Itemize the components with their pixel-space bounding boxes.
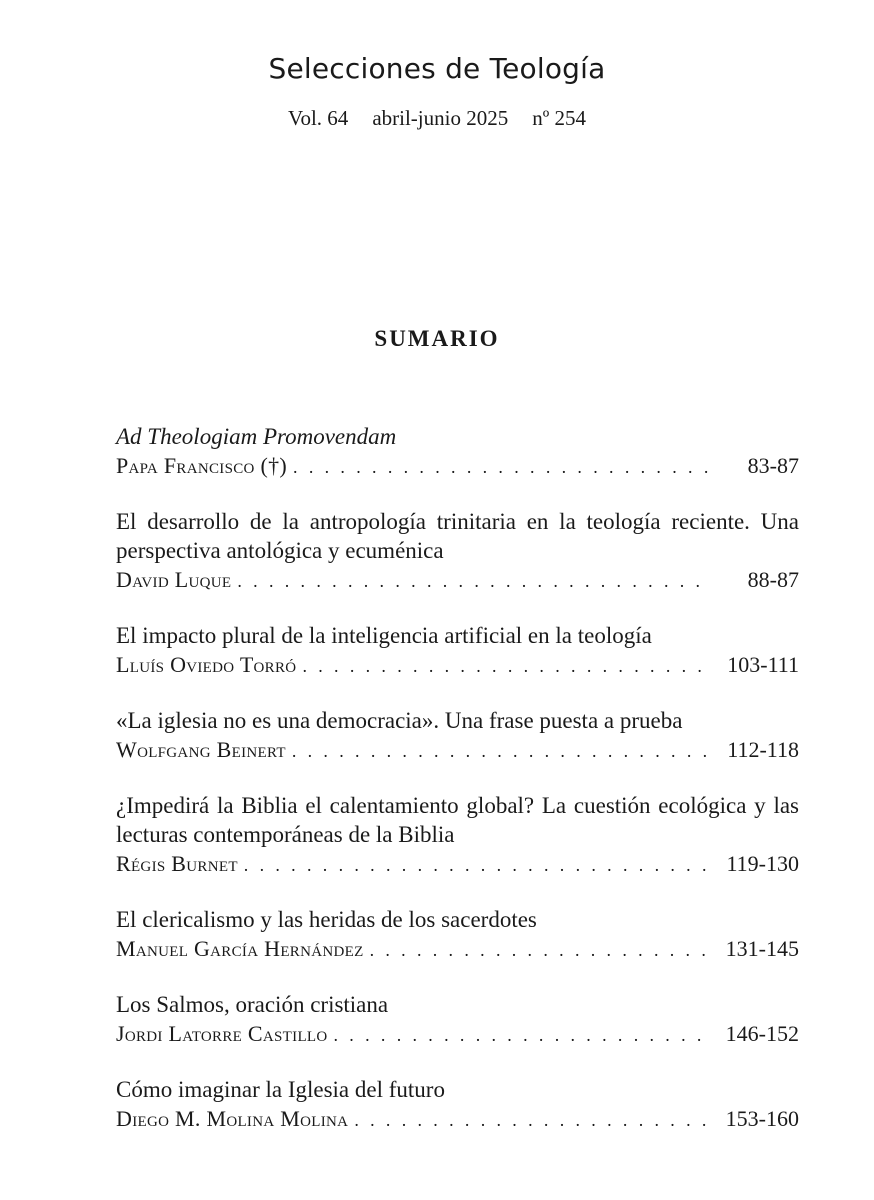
entry-pages: 112-118 xyxy=(727,737,799,762)
entry-title: Ad Theologiam Promovendam xyxy=(116,424,397,449)
entry-title: El desarrollo de la antropología trinitaria en la teología reciente. Una perspectiva antológica y ecuménica xyxy=(116,509,799,563)
entry-title: Los Salmos, oración cristiana xyxy=(116,992,389,1017)
table-of-contents xyxy=(116,422,799,1160)
author-line xyxy=(116,1019,799,1050)
toc-entry xyxy=(116,990,799,1050)
entry-title: «La iglesia no es una democracia». Una frase puesta a prueba xyxy=(116,708,683,733)
entry-author: Lluís Oviedo Torró xyxy=(116,652,297,677)
period-label: abril-junio 2025 xyxy=(372,106,509,130)
toc-entry xyxy=(116,706,799,766)
author-line xyxy=(116,565,799,596)
dot-leader xyxy=(237,567,711,596)
author-line xyxy=(116,735,799,766)
entry-pages: 153-160 xyxy=(725,1106,799,1131)
dot-leader xyxy=(292,737,711,766)
entry-pages: 146-152 xyxy=(725,1021,799,1046)
author-line xyxy=(116,650,799,681)
entry-author: Wolfgang Beinert xyxy=(116,737,286,762)
entry-author: Papa Francisco (†) xyxy=(116,453,288,478)
journal-title: Selecciones de Teología xyxy=(268,52,606,85)
toc-entry xyxy=(116,621,799,681)
entry-author: David Luque xyxy=(116,567,232,592)
volume-label: Vol. 64 xyxy=(288,106,349,130)
entry-pages: 83-87 xyxy=(747,453,799,478)
author-line xyxy=(116,1104,799,1135)
dot-leader xyxy=(370,936,711,965)
entry-author: Jordi Latorre Castillo xyxy=(116,1021,328,1046)
author-line xyxy=(116,849,799,880)
dot-leader xyxy=(293,453,711,482)
entry-title: ¿Impedirá la Biblia el calentamiento global? La cuestión ecológica y las lecturas contemporáneas de la Biblia xyxy=(116,793,799,847)
toc-entry xyxy=(116,422,799,482)
issue-number: nº 254 xyxy=(532,106,586,130)
issue-info xyxy=(0,106,874,131)
entry-title: El clericalismo y las heridas de los sacerdotes xyxy=(116,907,537,932)
dot-leader xyxy=(354,1106,711,1135)
entry-pages: 119-130 xyxy=(726,851,799,876)
entry-title: Cómo imaginar la Iglesia del futuro xyxy=(116,1077,445,1102)
entry-author: Manuel García Hernández xyxy=(116,936,364,961)
toc-entry xyxy=(116,905,799,965)
section-title: SUMARIO xyxy=(374,326,500,351)
author-line xyxy=(116,451,799,482)
author-line xyxy=(116,934,799,965)
entry-pages: 103-111 xyxy=(727,652,799,677)
toc-entry xyxy=(116,1075,799,1135)
entry-pages: 131-145 xyxy=(725,936,799,961)
dot-leader xyxy=(244,851,711,880)
toc-entry xyxy=(116,791,799,880)
dot-leader xyxy=(302,652,711,681)
entry-pages: 88-87 xyxy=(747,567,799,592)
entry-author: Diego M. Molina Molina xyxy=(116,1106,349,1131)
toc-entry xyxy=(116,507,799,596)
entry-title: El impacto plural de la inteligencia artificial en la teología xyxy=(116,623,652,648)
dot-leader xyxy=(334,1021,712,1050)
entry-author: Régis Burnet xyxy=(116,851,238,876)
